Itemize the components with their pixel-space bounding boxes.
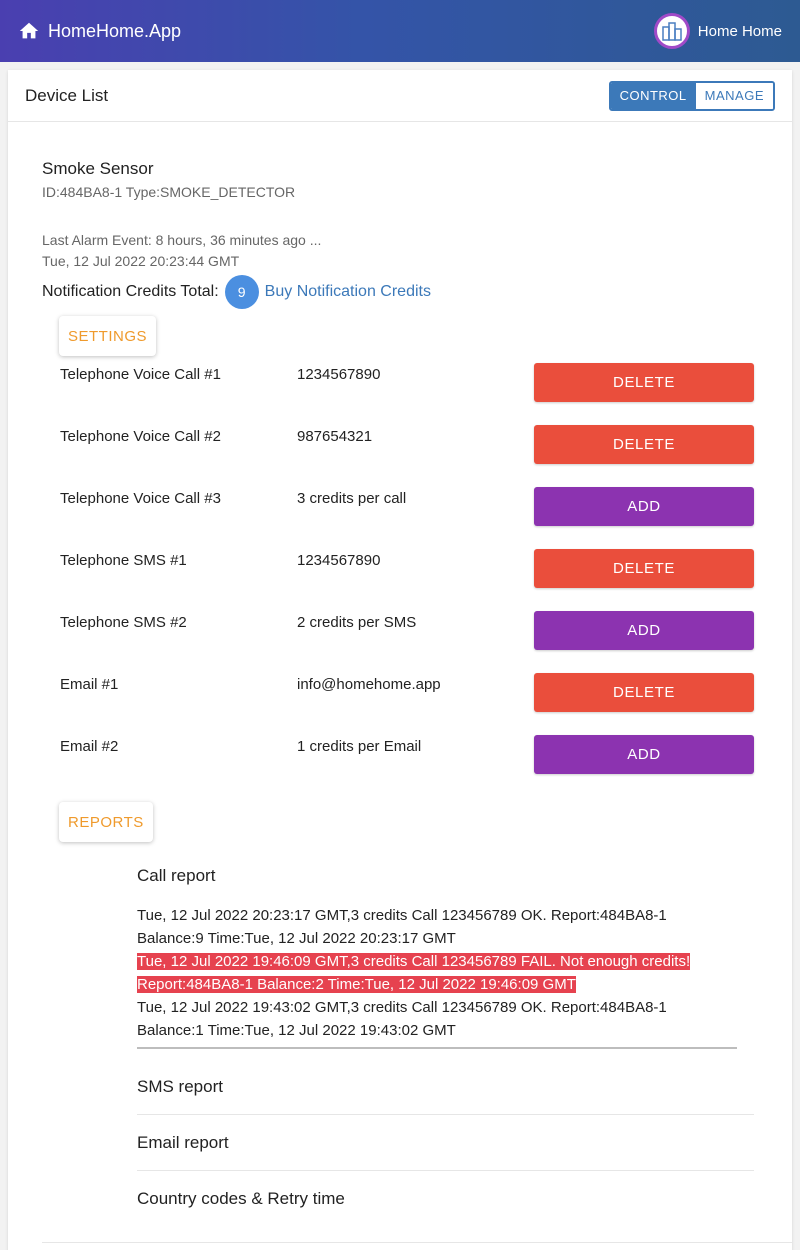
report-line: Tue, 12 Jul 2022 19:43:02 GMT,3 credits Call 123456789 OK. Report:484BA8-1 — [137, 999, 667, 1016]
setting-label: Email #1 — [60, 676, 119, 693]
add-button[interactable]: ADD — [534, 611, 754, 650]
report-divider — [137, 1047, 737, 1049]
setting-row — [60, 487, 760, 527]
last-alarm-time: Tue, 12 Jul 2022 20:23:44 GMT — [42, 253, 240, 269]
view-toggle — [609, 81, 775, 111]
call-report-log — [137, 904, 737, 1042]
divider — [42, 1242, 792, 1243]
sms-report-panel[interactable]: SMS report — [137, 1059, 754, 1115]
settings-button[interactable]: SETTINGS — [59, 316, 156, 356]
buildings-icon — [661, 20, 683, 42]
toggle-control[interactable]: CONTROL — [611, 83, 696, 109]
setting-value: 1 credits per Email — [297, 738, 422, 755]
credits-badge: 9 — [225, 275, 259, 309]
buy-credits-link[interactable]: Buy Notification Credits — [264, 283, 431, 300]
notification-credits — [42, 274, 431, 310]
setting-label: Telephone Voice Call #1 — [60, 366, 221, 383]
delete-button[interactable]: DELETE — [534, 549, 754, 588]
delete-button[interactable]: DELETE — [534, 673, 754, 712]
setting-row — [60, 549, 760, 589]
setting-value: 1234567890 — [297, 552, 381, 569]
call-report-title[interactable]: Call report — [137, 866, 216, 885]
setting-value: 2 credits per SMS — [297, 614, 417, 631]
avatar[interactable] — [654, 13, 690, 49]
setting-value: info@homehome.app — [297, 676, 441, 693]
setting-value: 3 credits per call — [297, 490, 407, 507]
setting-row — [60, 673, 760, 713]
setting-label: Telephone Voice Call #3 — [60, 490, 221, 507]
email-report-panel[interactable]: Email report — [137, 1115, 754, 1171]
reports-button[interactable]: REPORTS — [59, 802, 153, 842]
user-name[interactable]: Home Home — [697, 22, 782, 40]
device-id: ID:484BA8-1 Type:SMOKE_DETECTOR — [42, 184, 296, 200]
setting-value: 1234567890 — [297, 366, 381, 383]
report-line: Tue, 12 Jul 2022 20:23:17 GMT,3 credits Call 123456789 OK. Report:484BA8-1 — [137, 907, 667, 924]
delete-button[interactable]: DELETE — [534, 425, 754, 464]
setting-row — [60, 735, 760, 775]
setting-row — [60, 611, 760, 651]
add-button[interactable]: ADD — [534, 735, 754, 774]
toggle-manage[interactable]: MANAGE — [696, 83, 773, 109]
setting-label: Telephone Voice Call #2 — [60, 428, 221, 445]
setting-label: Email #2 — [60, 738, 119, 755]
home-icon[interactable] — [18, 20, 40, 42]
card-header — [8, 70, 792, 122]
setting-label: Telephone SMS #1 — [60, 552, 187, 569]
report-line-fail: Report:484BA8-1 Balance:2 Time:Tue, 12 Jul 2022 19:46:09 GMT — [137, 976, 576, 993]
add-button[interactable]: ADD — [534, 487, 754, 526]
app-brand[interactable]: HomeHome.App — [48, 20, 182, 41]
setting-row — [60, 425, 760, 465]
setting-value: 987654321 — [297, 428, 373, 445]
country-codes-panel[interactable]: Country codes & Retry time — [137, 1189, 345, 1208]
report-line: Balance:9 Time:Tue, 12 Jul 2022 20:23:17 GMT — [137, 930, 456, 947]
app-bar — [0, 0, 800, 62]
setting-label: Telephone SMS #2 — [60, 614, 187, 631]
device-name: Smoke Sensor — [42, 159, 154, 178]
report-line: Balance:1 Time:Tue, 12 Jul 2022 19:43:02 GMT — [137, 1022, 456, 1039]
page-title: Device List — [25, 85, 109, 105]
setting-row — [60, 363, 760, 403]
credits-label: Notification Credits Total: — [42, 283, 219, 300]
user-menu[interactable] — [654, 13, 782, 49]
device-card — [8, 70, 792, 1250]
delete-button[interactable]: DELETE — [534, 363, 754, 402]
report-line-fail: Tue, 12 Jul 2022 19:46:09 GMT,3 credits Call 123456789 FAIL. Not enough credits! — [137, 953, 691, 970]
last-alarm: Last Alarm Event: 8 hours, 36 minutes ago ... — [42, 232, 322, 248]
